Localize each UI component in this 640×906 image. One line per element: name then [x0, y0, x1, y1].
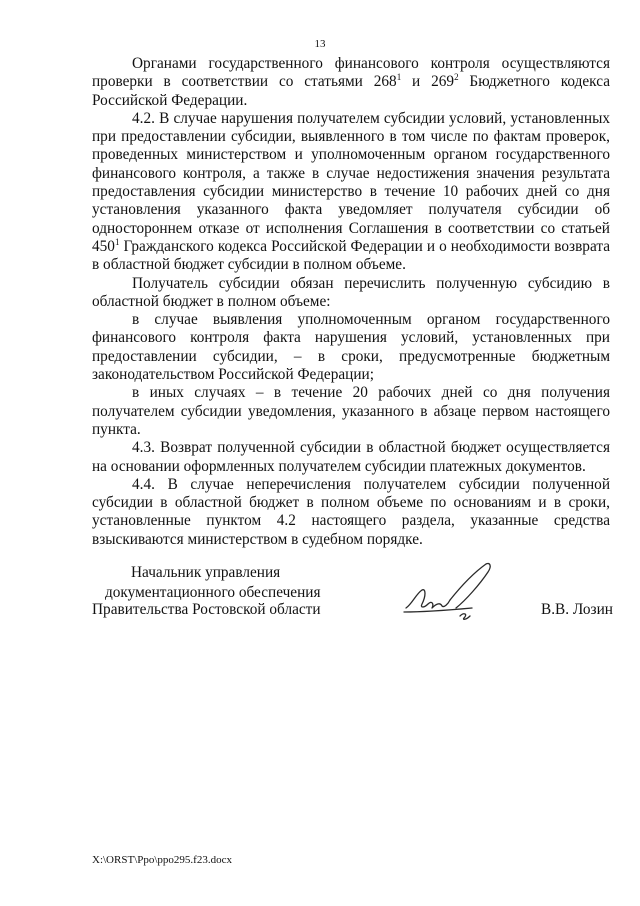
file-path: X:\ORST\Ppo\ppo295.f23.docx [92, 854, 232, 866]
paragraph-text: 4.4. В случае неперечисления получателем субсидии полученной субсидии в областной бюджет в полном объеме по основаниям и в сроки, установленные пунктом 4.2 настоящего раздела, указанные средства взыскиваются министерством в судебном порядке. [92, 475, 610, 548]
document-body [92, 55, 610, 549]
paragraph [92, 110, 610, 275]
paragraph-text: в случае выявления уполномоченным органом государственного финансового контроля факта нарушения условий, установленных при предоставлении субсидии, – в сроки, предусмотренные бюджетным законодательством Российской Федерации; [92, 311, 610, 384]
paragraph [92, 55, 610, 110]
handwritten-signature [400, 560, 510, 628]
paragraph [92, 384, 610, 439]
paragraph-text: и 269 [401, 73, 455, 91]
paragraph-text: Бюджетного кодекса Российской Федерации. [92, 73, 610, 109]
signer-name: В.В. Лозин [541, 601, 613, 618]
footnote-superscript: 1 [396, 72, 402, 83]
paragraph-text: в иных случаях – в течение 20 рабочих дней со дня получения получателем субсидии уведомления, указанного в абзаце первом настоящего пункта. [92, 384, 610, 438]
signer-title-line-1: Начальник управления [131, 564, 281, 581]
paragraph-text: Гражданского кодекса Российской Федерации и о необходимости возврата в областной бюджет субсидии в полном объеме. [92, 237, 610, 274]
paragraph-text: 4.2. В случае нарушения получателем субсидии условий, установленных при предоставлении субсидии, выявленного в том числе по фактам проверок, проведенных министерством и уполномоченным органом государственного финансового контроля, а также в случае недостижения значения результата предоставления субсидии министерство в течение 10 рабочих дней со дня установления указанного факта уведомляет получателя субсидии об одностороннем отказе от исполнения Соглашения в соответствии со статьей 450 [92, 109, 610, 255]
footnote-superscript: 2 [454, 72, 459, 83]
paragraph [92, 275, 610, 312]
signature-block [0, 560, 640, 640]
page-number: 13 [314, 38, 326, 50]
paragraph-text: Получатель субсидии обязан перечислить полученную субсидию в областной бюджет в полном объеме: [92, 274, 610, 310]
paragraph-text: Органами государственного финансового контроля осуществляются проверки в соответствии со статьями 268 [92, 55, 610, 91]
paragraph [92, 439, 610, 476]
signer-title-line-2: документационного обеспечения [105, 584, 321, 601]
paragraph [92, 476, 610, 549]
paragraph [92, 311, 610, 384]
signer-title-line-3: Правительства Ростовской области [92, 601, 321, 618]
footnote-superscript: 1 [114, 236, 120, 247]
paragraph-text: 4.3. Возврат полученной субсидии в областной бюджет осуществляется на основании оформленных получателем субсидии платежных документов. [92, 439, 610, 475]
